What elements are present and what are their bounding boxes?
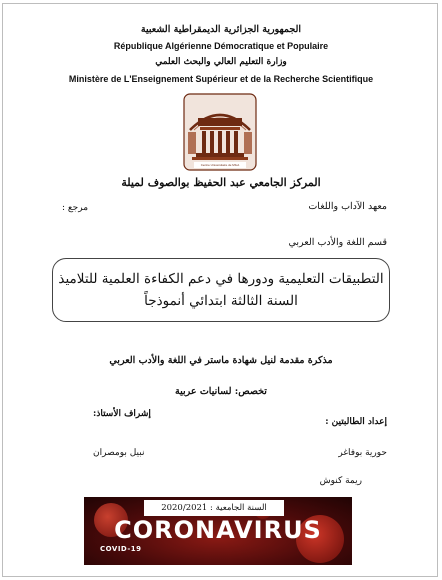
thesis-title-line-2: السنة الثالثة ابتدائي أنموذجاً (144, 293, 298, 309)
student-name: حورية بوفاغر (338, 448, 387, 458)
republic-french: République Algérienne Démocratique et Populaire (113, 41, 329, 51)
students-label: إعداد الطالبتين : (325, 417, 387, 427)
covid-label: COVID-19 (100, 545, 142, 553)
specialization: تخصص: لسانيات عربية (175, 386, 267, 397)
coronavirus-word: CORONAVIRUS (114, 516, 322, 544)
department-name: قسم اللغة والأدب العربي (288, 237, 387, 248)
student-name: ريمة كنوش (319, 476, 362, 486)
republic-arabic: الجمهورية الجزائرية الديمقراطية الشعبية (140, 24, 302, 35)
reference-label: مرجع : (62, 203, 89, 213)
supervisor-name: نبيل بومصران (93, 448, 145, 458)
thesis-title-line-1: التطبيقات التعليمية ودورها في دعم الكفاءة العلمية للتلاميذ (58, 271, 384, 287)
coronavirus-banner (84, 497, 352, 565)
academic-year: السنة الجامعية : 2020/2021 (144, 500, 284, 516)
supervisor-label: إشراف الأستاذ: (93, 409, 151, 419)
thesis-title-box (52, 258, 390, 322)
logo-caption: Centre Universitaire de MILA (194, 162, 246, 168)
institute-name: معهد الآداب واللغات (308, 201, 387, 212)
memo-statement: مذكرة مقدمة لنيل شهادة ماستر في اللغة والأدب العربي (109, 355, 333, 366)
ministry-arabic: وزارة التعليم العالي والبحث العلمي (155, 57, 287, 67)
center-name: المركز الجامعي عبد الحفيظ بوالصوف لميلة (121, 176, 321, 189)
ministry-french: Ministère de L'Enseignement Supérieur et de la Recherche Scientifique (68, 74, 374, 84)
